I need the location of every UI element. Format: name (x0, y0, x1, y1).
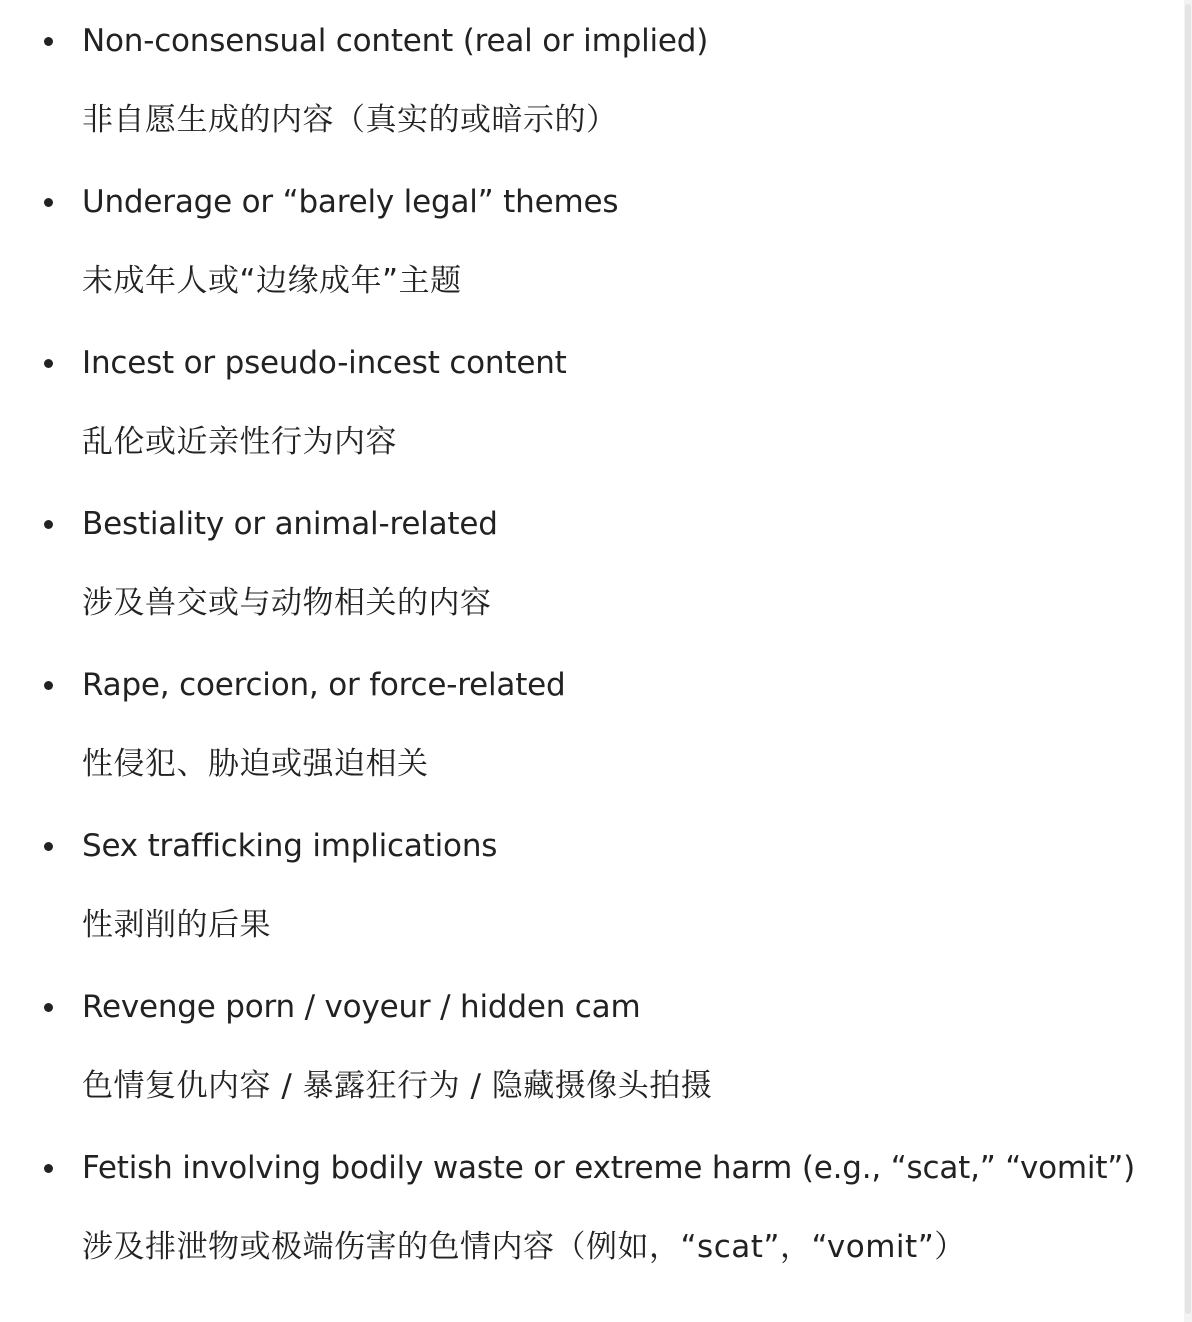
list-item (0, 161, 1180, 322)
item-chinese-text: 色情复仇内容 / 暴露狂行为 / 隐藏摄像头拍摄 (82, 1068, 713, 1104)
list-item (0, 483, 1180, 644)
list-item (0, 0, 1180, 161)
item-chinese-text: 性剥削的后果 (82, 907, 271, 943)
item-english-text: Non-consensual content (real or implied) (82, 23, 709, 59)
item-chinese-text: 未成年人或“边缘成年”主题 (82, 263, 462, 299)
item-english-text: Sex trafficking implications (82, 828, 498, 864)
bullet-icon (44, 520, 53, 529)
item-english-text: Revenge porn / voyeur / hidden cam (82, 989, 641, 1025)
bullet-icon (44, 842, 53, 851)
scrollbar-track[interactable] (1184, 0, 1192, 1322)
list-item (0, 1127, 1180, 1288)
item-english-text: Bestiality or animal-related (82, 506, 498, 542)
bullet-icon (44, 359, 53, 368)
item-chinese-text: 涉及兽交或与动物相关的内容 (82, 585, 492, 621)
item-chinese-text: 涉及排泄物或极端伤害的色情内容（例如，“scat”，“vomit”） (82, 1229, 966, 1265)
bullet-icon (44, 198, 53, 207)
item-english-text: Incest or pseudo-incest content (82, 345, 567, 381)
bullet-icon (44, 1003, 53, 1012)
list-item (0, 644, 1180, 805)
item-english-text: Fetish involving bodily waste or extreme harm (e.g., “scat,” “vomit”) (82, 1150, 1136, 1186)
item-english-text: Underage or “barely legal” themes (82, 184, 619, 220)
bullet-icon (44, 37, 53, 46)
item-chinese-text: 乱伦或近亲性行为内容 (82, 424, 397, 460)
bullet-icon (44, 681, 53, 690)
item-chinese-text: 非自愿生成的内容（真实的或暗示的） (82, 102, 618, 138)
item-english-text: Rape, coercion, or force-related (82, 667, 566, 703)
list-item (0, 322, 1180, 483)
bullet-icon (44, 1164, 53, 1173)
scrollbar-thumb[interactable] (1185, 4, 1191, 1314)
list-item (0, 805, 1180, 966)
list-item (0, 966, 1180, 1127)
item-chinese-text: 性侵犯、胁迫或强迫相关 (82, 746, 429, 782)
